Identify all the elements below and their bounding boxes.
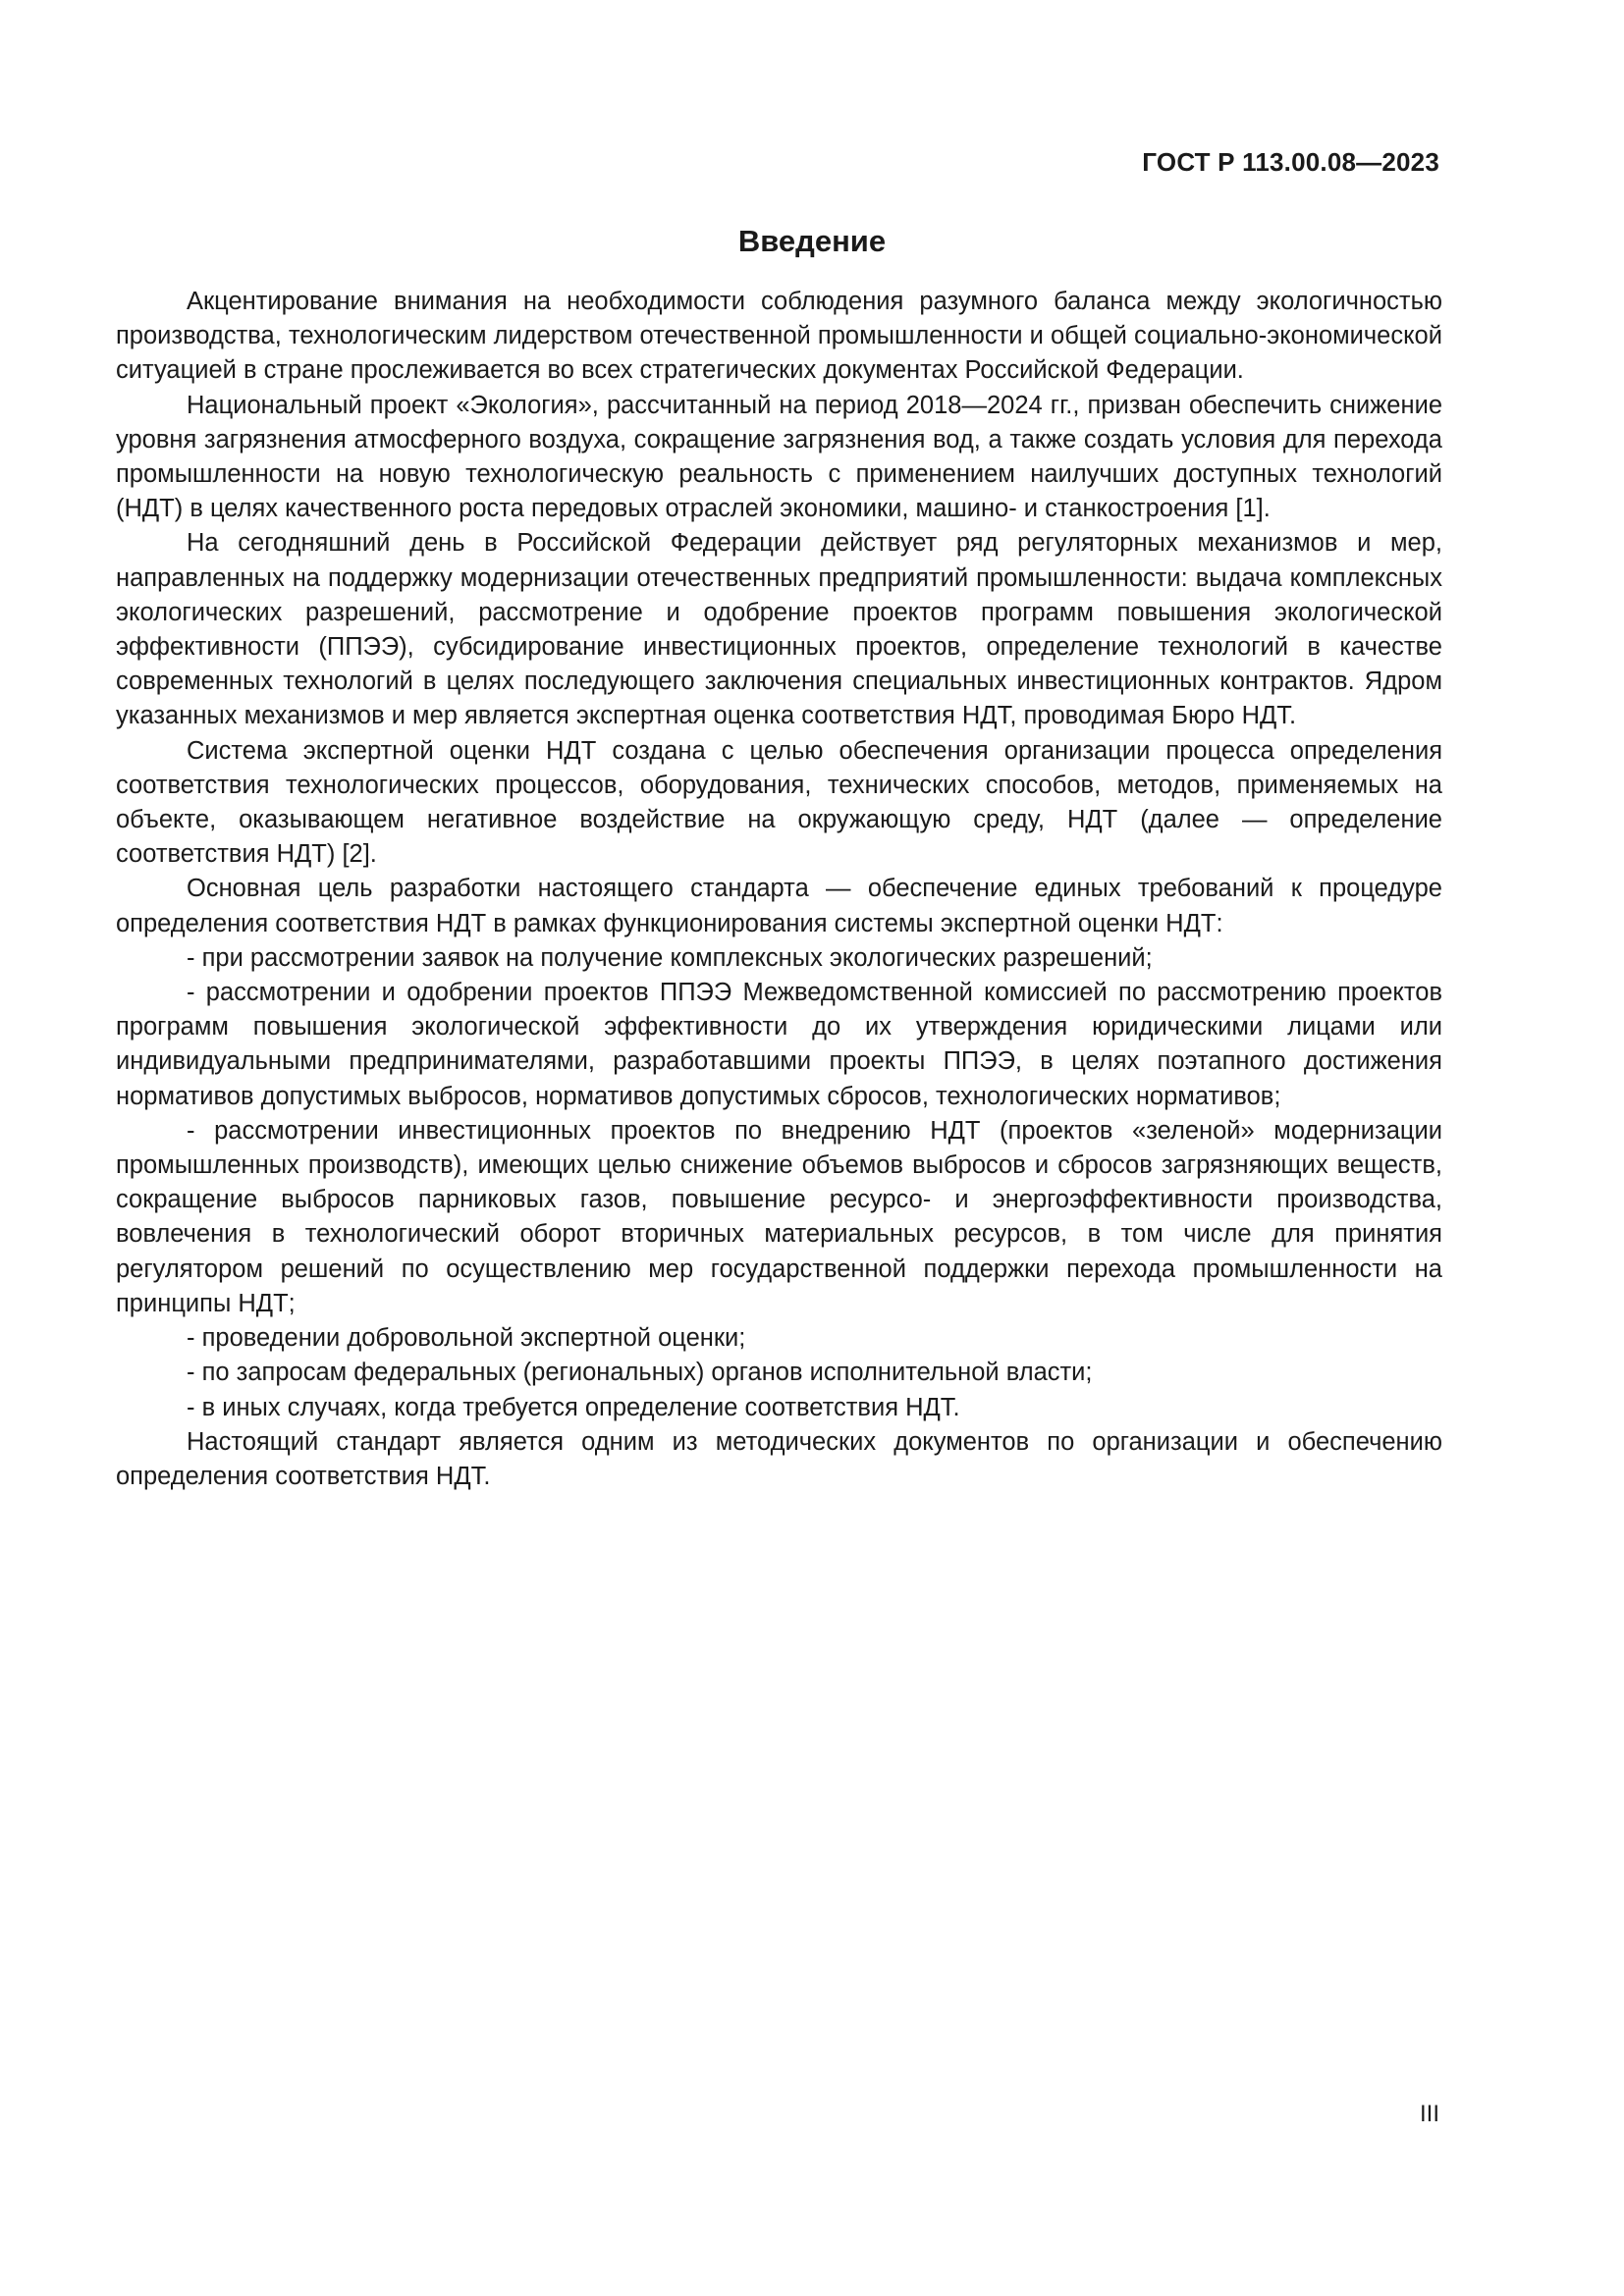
paragraph: Национальный проект «Экология», рассчитанный на период 2018—2024 гг., призван обеспечить снижение уровня загрязнения атмосферного воздуха, сокращение загрязнения вод, а также создать условия для перехода промышленности на новую технологическую реальность с применением наилучших доступных технологий (НДТ) в целях качественного роста передовых отраслей экономики, машино- и станкостроения [1]. (116, 391, 1442, 523)
paragraph: Основная цель разработки настоящего стандарта — обеспечение единых требований к процедуре определения соответствия НДТ в рамках функционирования системы экспертной оценки НДТ: (116, 875, 1442, 937)
list-item: - рассмотрении и одобрении проектов ППЭЭ Межведомственной комиссией по рассмотрению проектов программ повышения экологической эффективности до их утверждения юридическими лицами или индивидуальными предпринимателями, разработавшими проекты ППЭЭ, в целях поэтапного достижения нормативов допустимых выбросов, нормативов допустимых сбросов, технологических нормативов; (116, 979, 1442, 1110)
list-item: - в иных случаях, когда требуется определение соответствия НДТ. (187, 1393, 960, 1421)
list-item: - по запросам федеральных (региональных) органов исполнительной власти; (187, 1359, 1093, 1387)
paragraph: Система экспертной оценки НДТ создана с целью обеспечения организации процесса определения соответствия технологических процессов, оборудования, технических способов, методов, применяемых на объекте, оказывающем негативное воздействие на окружающую среду, НДТ (далее — определение соответствия НДТ) [2]. (116, 736, 1442, 869)
list-item: - проведении добровольной экспертной оценки; (187, 1324, 746, 1353)
paragraph: Акцентирование внимания на необходимости соблюдения разумного баланса между экологичностью производства, технологическим лидерством отечественной промышленности и общей социально-экономической ситуацией в стране прослеживается во всех стратегических документах Российской Федерации. (116, 288, 1442, 385)
list-item: - при рассмотрении заявок на получение комплексных экологических разрешений; (187, 943, 1153, 972)
paragraph: На сегодняшний день в Российской Федерации действует ряд регуляторных механизмов и мер, направленных на поддержку модернизации отечественных предприятий промышленности: выдача комплексных экологических разрешений, рассмотрение и одобрение проектов программ повышения экологической эффективности (ППЭЭ), субсидирование инвестиционных проектов, определение технологий в качестве современных технологий в целях последующего заключения специальных инвестиционных контрактов. Ядром указанных механизмов и мер является экспертная оценка соответствия НДТ, проводимая Бюро НДТ. (116, 529, 1442, 730)
document-code: ГОСТ Р 113.00.08—2023 (1142, 147, 1439, 177)
page-title: Введение (737, 224, 887, 258)
list-item: - рассмотрении инвестиционных проектов по внедрению НДТ (проектов «зеленой» модернизации промышленных производств), имеющих целью снижение объемов выбросов и сбросов загрязняющих веществ, сокращение выбросов парниковых газов, повышение ресурсо- и энергоэффективности производства, вовлечения в технологический оборот вторичных материальных ресурсов, в том числе для принятия регулятором решений по осуществлению мер государственной поддержки перехода промышленности на принципы НДТ; (116, 1116, 1442, 1317)
body-text (116, 285, 1442, 1494)
page-number: III (1419, 2101, 1439, 2127)
paragraph: Настоящий стандарт является одним из методических документов по организации и обеспечению определения соответствия НДТ. (116, 1427, 1442, 1490)
